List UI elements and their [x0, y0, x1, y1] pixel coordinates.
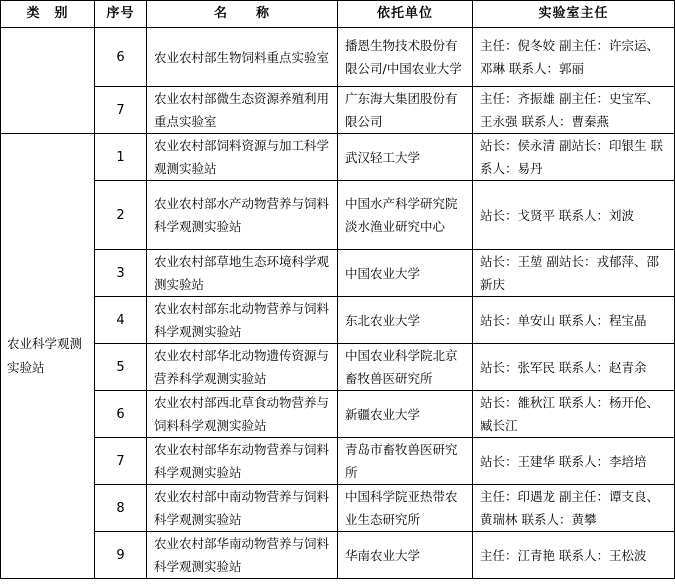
table-row — [1, 250, 675, 297]
table-row — [1, 87, 675, 134]
row-index: 6 — [95, 391, 147, 438]
row-name: 农业农村部中南动物营养与饲料科学观测实验站 — [147, 485, 338, 532]
row-index: 8 — [95, 485, 147, 532]
row-index: 7 — [95, 87, 147, 134]
row-director: 站长：王建华 联系人：李培培 — [473, 438, 675, 485]
row-index: 4 — [95, 297, 147, 344]
row-name: 农业农村部东北动物营养与饲料科学观测实验站 — [147, 297, 338, 344]
row-director: 主任：江青艳 联系人：王松波 — [473, 532, 675, 579]
header-category: 类 别 — [1, 1, 95, 28]
row-unit: 中国科学院亚热带农业生态研究所 — [338, 485, 473, 532]
row-director: 站长：侯永清 副站长：印银生 联系人：易丹 — [473, 134, 675, 181]
category-cell — [1, 28, 95, 134]
row-name: 农业农村部华北动物遗传资源与营养科学观测实验站 — [147, 344, 338, 391]
row-name: 农业农村部微生态资源养殖利用重点实验室 — [147, 87, 338, 134]
row-name: 农业农村部草地生态环境科学观测实验站 — [147, 250, 338, 297]
row-unit: 中国农业大学 — [338, 250, 473, 297]
row-index: 2 — [95, 181, 147, 250]
row-director: 主任：印遇龙 副主任：谭支良、黄瑞林 联系人：黄攀 — [473, 485, 675, 532]
row-name: 农业农村部水产动物营养与饲料科学观测实验站 — [147, 181, 338, 250]
header-name: 名 称 — [147, 1, 338, 28]
header-row — [1, 1, 675, 28]
header-unit: 依托单位 — [338, 1, 473, 28]
row-unit: 武汉轻工大学 — [338, 134, 473, 181]
table-row — [1, 485, 675, 532]
row-unit: 播恩生物技术股份有限公司/中国农业大学 — [338, 28, 473, 87]
row-director: 主任：齐振雄 副主任：史宝军、王永强 联系人：曹秦燕 — [473, 87, 675, 134]
row-director: 主任：倪冬姣 副主任：许宗运、邓琳 联系人：郭丽 — [473, 28, 675, 87]
table-row — [1, 532, 675, 579]
row-index: 3 — [95, 250, 147, 297]
row-unit: 华南农业大学 — [338, 532, 473, 579]
header-director: 实验室主任 — [473, 1, 675, 28]
row-index: 9 — [95, 532, 147, 579]
row-director: 站长：张军民 联系人：赵青余 — [473, 344, 675, 391]
table-row — [1, 28, 675, 87]
table-row — [1, 344, 675, 391]
row-index: 1 — [95, 134, 147, 181]
category-cell: 农业科学观测实验站 — [1, 134, 95, 579]
row-name: 农业农村部饲料资源与加工科学观测实验站 — [147, 134, 338, 181]
row-director: 站长：单安山 联系人：程宝晶 — [473, 297, 675, 344]
row-unit: 中国水产科学研究院淡水渔业研究中心 — [338, 181, 473, 250]
header-index: 序号 — [95, 1, 147, 28]
row-director: 站长：戈贤平 联系人：刘波 — [473, 181, 675, 250]
row-director: 站长：雒秋江 联系人：杨开伦、臧长江 — [473, 391, 675, 438]
row-name: 农业农村部生物饲料重点实验室 — [147, 28, 338, 87]
row-name: 农业农村部华东动物营养与饲料科学观测实验站 — [147, 438, 338, 485]
row-name: 农业农村部西北草食动物营养与饲料科学观测实验站 — [147, 391, 338, 438]
table-row — [1, 181, 675, 250]
row-unit: 东北农业大学 — [338, 297, 473, 344]
table-row — [1, 134, 675, 181]
row-index: 6 — [95, 28, 147, 87]
row-index: 5 — [95, 344, 147, 391]
row-unit: 广东海大集团股份有限公司 — [338, 87, 473, 134]
row-index: 7 — [95, 438, 147, 485]
row-unit: 青岛市畜牧兽医研究所 — [338, 438, 473, 485]
row-name: 农业农村部华南动物营养与饲料科学观测实验站 — [147, 532, 338, 579]
row-unit: 中国农业科学院北京畜牧兽医研究所 — [338, 344, 473, 391]
table-row — [1, 391, 675, 438]
row-unit: 新疆农业大学 — [338, 391, 473, 438]
table-row — [1, 297, 675, 344]
row-director: 站长：王堃 副站长：戎郁萍、邵新庆 — [473, 250, 675, 297]
table-row — [1, 438, 675, 485]
